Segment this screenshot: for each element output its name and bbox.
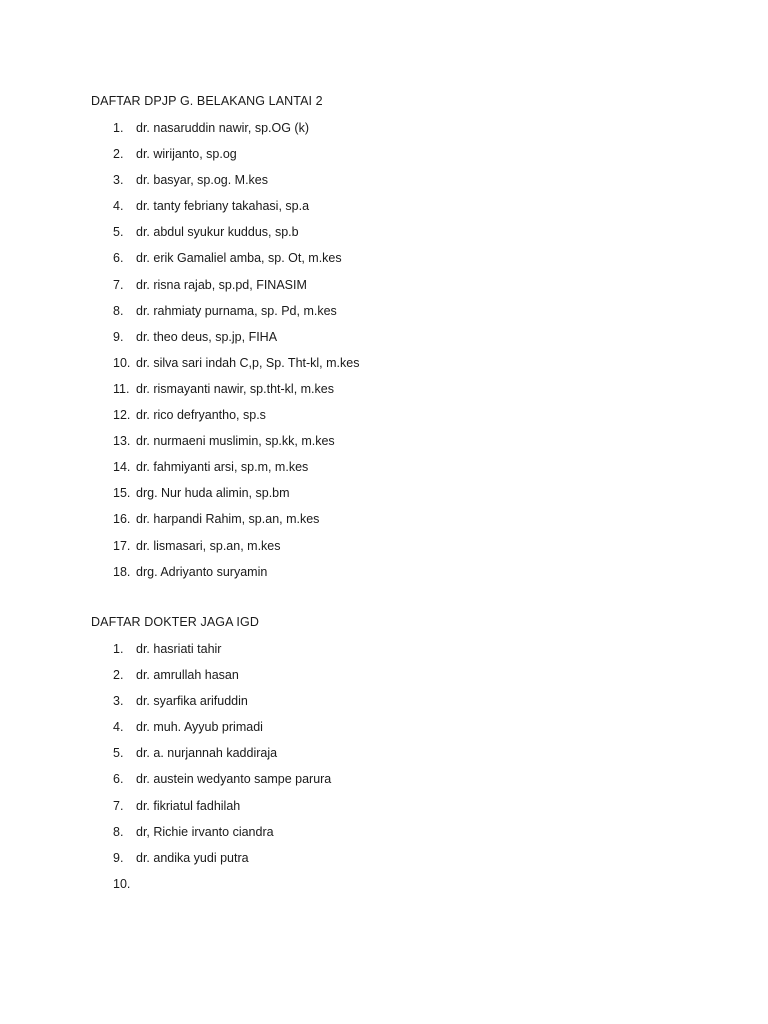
- list-item: [91, 120, 711, 146]
- item-text: dr. syarfika arifuddin: [136, 694, 248, 709]
- item-number: 9.: [113, 850, 124, 865]
- item-text: dr. rico defryantho, sp.s: [136, 408, 266, 423]
- list-item: [91, 745, 711, 771]
- item-number: 2.: [113, 147, 124, 162]
- section-title: DAFTAR DOKTER JAGA IGD: [91, 615, 259, 629]
- item-text: dr. andika yudi putra: [136, 850, 249, 865]
- item-text: dr. fikriatul fadhilah: [136, 798, 241, 813]
- item-number: 3.: [113, 173, 124, 188]
- section-dpjp: [91, 93, 711, 590]
- list-item: [91, 564, 711, 590]
- list-item: [91, 172, 711, 198]
- list-item: [91, 224, 711, 250]
- item-number: 4.: [113, 199, 124, 214]
- list-item: [91, 303, 711, 329]
- item-number: 18.: [113, 564, 131, 579]
- list-item: [91, 824, 711, 850]
- list-item: [91, 850, 711, 876]
- item-text: dr. muh. Ayyub primadi: [136, 720, 263, 735]
- list-item: [91, 407, 711, 433]
- list-item: [91, 667, 711, 693]
- item-text: dr. a. nurjannah kaddiraja: [136, 746, 278, 761]
- item-number: 5.: [113, 225, 124, 240]
- item-text: dr. abdul syukur kuddus, sp.b: [136, 225, 299, 240]
- item-number: 7.: [113, 277, 124, 292]
- list-item: [91, 250, 711, 276]
- item-number: 1.: [113, 121, 124, 135]
- doctor-list: [91, 120, 711, 590]
- list-item: [91, 459, 711, 485]
- item-number: 13.: [113, 434, 131, 449]
- item-text: dr. nurmaeni muslimin, sp.kk, m.kes: [136, 434, 335, 449]
- item-number: 8.: [113, 824, 124, 839]
- item-text: dr, Richie irvanto ciandra: [136, 824, 274, 839]
- item-text: dr. basyar, sp.og. M.kes: [136, 173, 269, 188]
- item-number: 10.: [113, 355, 131, 370]
- item-text: dr. erik Gamaliel amba, sp. Ot, m.kes: [136, 251, 342, 266]
- item-text: dr. fahmiyanti arsi, sp.m, m.kes: [136, 460, 309, 475]
- item-number: 4.: [113, 720, 124, 735]
- list-item: [91, 641, 711, 667]
- list-item: [91, 771, 711, 797]
- item-text: dr. tanty febriany takahasi, sp.a: [136, 199, 310, 214]
- list-item: [91, 146, 711, 172]
- item-text: dr. risna rajab, sp.pd, FINASIM: [136, 277, 307, 292]
- list-item: [91, 381, 711, 407]
- list-item: [91, 798, 711, 824]
- list-item: [91, 876, 711, 902]
- item-text: dr. lismasari, sp.an, m.kes: [136, 538, 281, 553]
- item-text: drg. Nur huda alimin, sp.bm: [136, 486, 290, 501]
- item-number: 5.: [113, 746, 124, 761]
- list-item: [91, 538, 711, 564]
- list-item: [91, 198, 711, 224]
- item-number: 3.: [113, 694, 124, 709]
- section-title: DAFTAR DPJP G. BELAKANG LANTAI 2: [91, 94, 323, 108]
- list-item: [91, 433, 711, 459]
- item-text: dr. silva sari indah C,p, Sp. Tht-kl, m.kes: [136, 355, 360, 370]
- item-number: 2.: [113, 668, 124, 683]
- item-number: 15.: [113, 486, 131, 501]
- item-number: 16.: [113, 512, 131, 527]
- list-item: [91, 511, 711, 537]
- item-text: dr. nasaruddin nawir, sp.OG (k): [136, 121, 309, 135]
- item-number: 1.: [113, 642, 124, 656]
- item-text: dr. wirijanto, sp.og: [136, 147, 237, 162]
- list-item: [91, 277, 711, 303]
- item-text: dr. amrullah hasan: [136, 668, 239, 683]
- item-text: dr. rahmiaty purnama, sp. Pd, m.kes: [136, 303, 337, 318]
- item-number: 6.: [113, 772, 124, 787]
- item-number: 9.: [113, 329, 124, 344]
- doctor-list: [91, 641, 711, 902]
- list-item: [91, 719, 711, 745]
- item-text: dr. theo deus, sp.jp, FIHA: [136, 329, 278, 344]
- list-item: [91, 329, 711, 355]
- item-number: 12.: [113, 408, 131, 423]
- item-text: drg. Adriyanto suryamin: [136, 564, 268, 579]
- list-item: [91, 485, 711, 511]
- item-number: 10.: [113, 876, 131, 891]
- item-number: 8.: [113, 303, 124, 318]
- item-number: 6.: [113, 251, 124, 266]
- item-text: dr. hasriati tahir: [136, 642, 222, 656]
- list-item: [91, 693, 711, 719]
- item-text: dr. austein wedyanto sampe parura: [136, 772, 332, 787]
- item-number: 17.: [113, 538, 131, 553]
- item-number: 14.: [113, 460, 131, 475]
- item-number: 7.: [113, 798, 124, 813]
- section-dokter-jaga-igd: [91, 614, 711, 902]
- item-text: dr. harpandi Rahim, sp.an, m.kes: [136, 512, 320, 527]
- item-text: dr. rismayanti nawir, sp.tht-kl, m.kes: [136, 381, 334, 396]
- item-number: 11.: [113, 381, 130, 396]
- list-item: [91, 355, 711, 381]
